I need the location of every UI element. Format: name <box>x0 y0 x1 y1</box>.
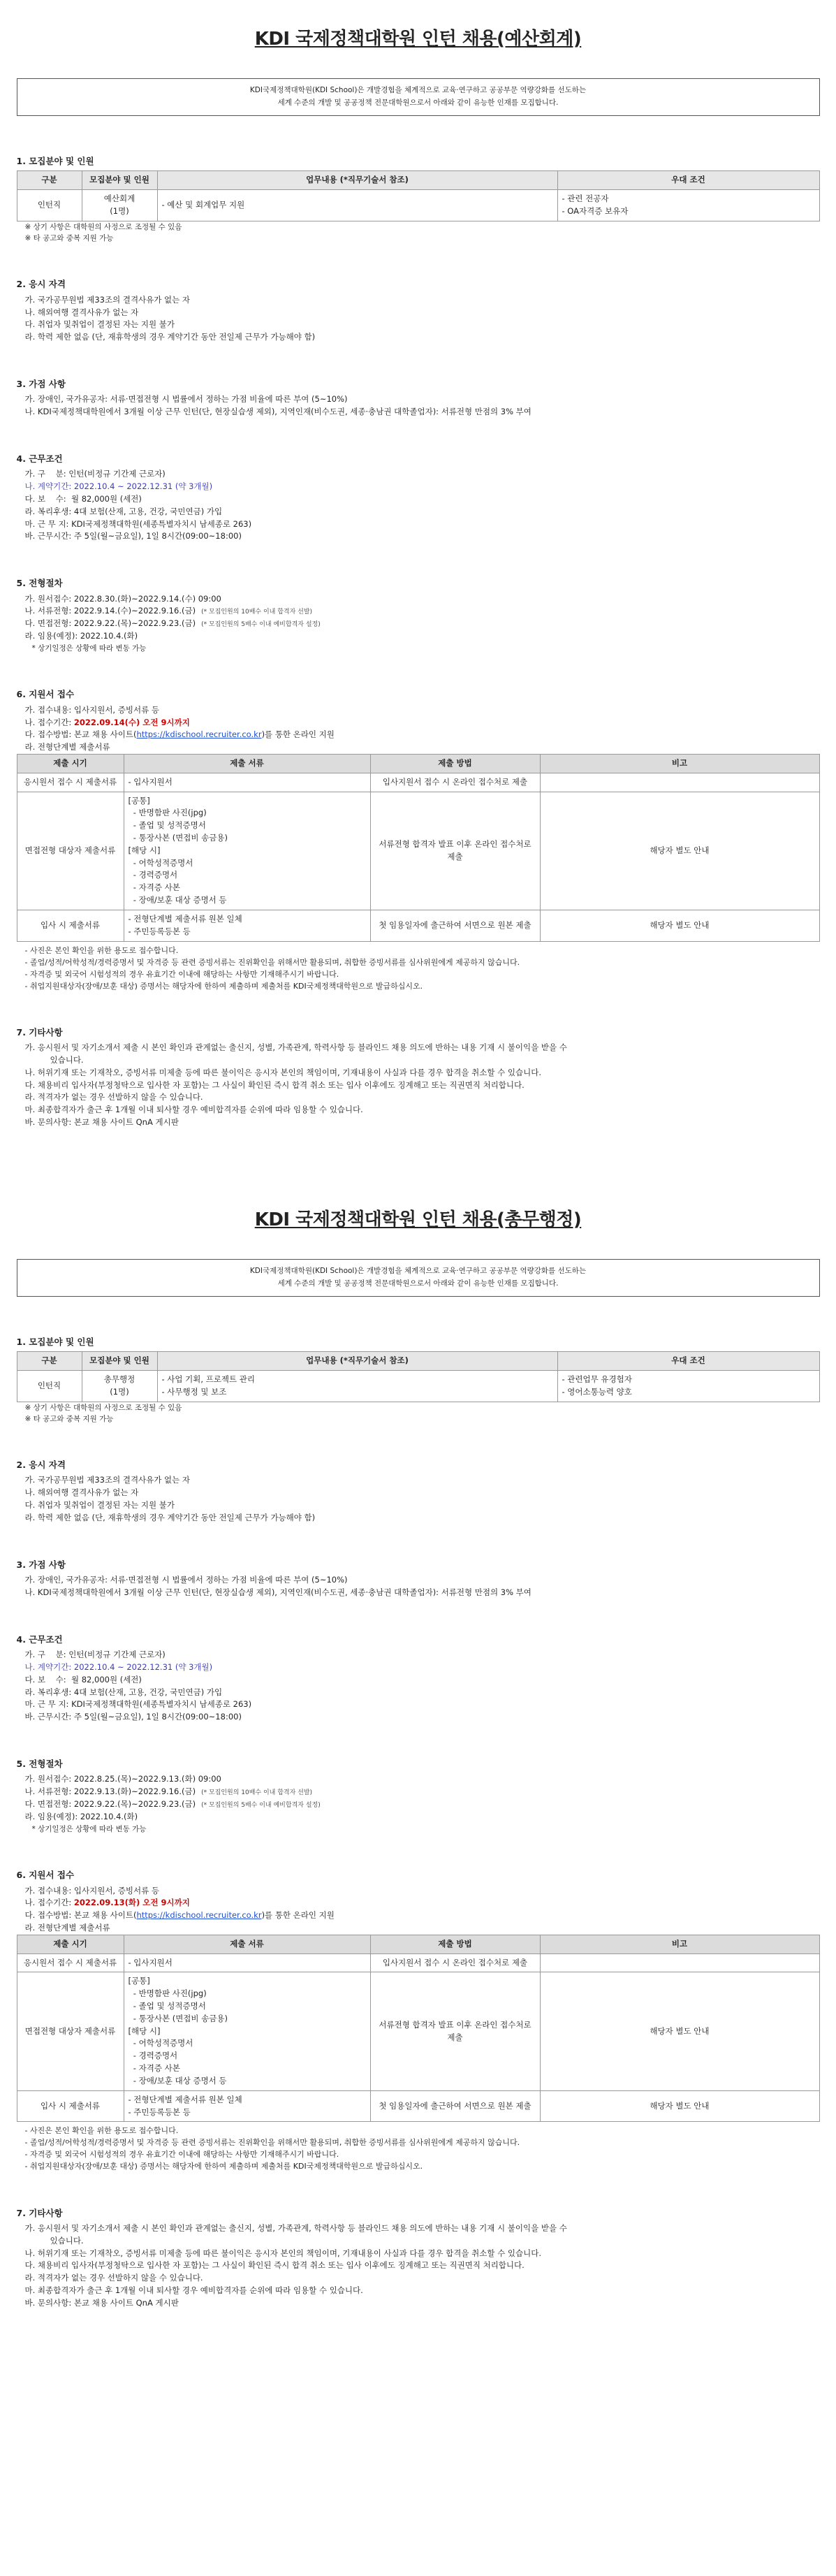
cell-method: 첫 임용일자에 출근하여 서면으로 원본 제출 <box>370 2090 540 2122</box>
doc-item: - 자격증 사본 <box>128 2063 180 2074</box>
list-item: - 영어소통능력 양호 <box>562 1386 632 1397</box>
section-heading: 4. 근무조건 <box>16 1633 63 1645</box>
doc-item: - 주민등록등본 등 <box>128 2106 191 2117</box>
misc-item: 라. 적격자가 없는 경우 선발하지 않을 수 있습니다. <box>24 2273 203 2283</box>
section-heading: 2. 응시 자격 <box>16 1460 66 1471</box>
application-method <box>25 1909 820 1922</box>
table-header: 우대 조건 <box>557 171 819 190</box>
list-item: 가. 국가공무원법 제33조의 결격사유가 없는 자 <box>24 294 191 305</box>
misc-item: 다. 채용비리 입사자(부정청탁으로 입사한 자 포함)는 그 사실이 확인된 즉시 합격 취소 또는 입사 이후에도 징계해고 또는 직권면직 처리합니다. <box>24 2260 525 2271</box>
process-remark: (* 모집인원의 5배수 이내 예비합격자 설정) <box>201 1802 321 1810</box>
process-date: 라. 임용(예정): 2022.10.4.(화) <box>24 1812 138 1822</box>
table-header: 모집분야 및 인원 <box>82 171 157 190</box>
process-list <box>17 1773 820 1824</box>
job-posting <box>17 25 820 1129</box>
doc-item: - 졸업 및 성적증명서 <box>128 2001 206 2011</box>
method-pre: 다. 접수방법: 본교 채용 사이트( <box>24 729 137 740</box>
misc-item: 가. 응시원서 및 자기소개서 제출 시 본인 확인과 관계없는 출신지, 성별, 가족관계, 학력사항 등 블라인드 채용 의도에 반하는 내용 기재 시 불이익을 받을 수 <box>24 1042 567 1053</box>
recruit-site-link[interactable]: https://kdischool.recruiter.co.kr <box>136 729 262 740</box>
doc-item: - 경력증명서 <box>128 2051 178 2061</box>
section-work-conditions <box>17 1633 820 1724</box>
cell-method: 서류전형 합격자 발표 이후 온라인 접수처로 제출 <box>370 792 540 910</box>
misc-item: 있습니다. <box>50 1054 84 1065</box>
cell-type: 인턴직 <box>17 1370 82 1402</box>
method-pre: 다. 접수방법: 본교 채용 사이트( <box>24 1910 137 1921</box>
cell-when: 면접전형 대상자 제출서류 <box>17 1972 124 2090</box>
doc-item: - 경력증명서 <box>128 870 178 880</box>
period-label: 나. 접수기간: <box>24 717 74 727</box>
process-date: 나. 서류전형: 2022.9.14.(수)~2022.9.16.(금) <box>24 606 196 616</box>
process-note: * 상기일정은 상황에 따라 변동 가능 <box>31 644 147 653</box>
table-header: 구분 <box>17 1352 82 1371</box>
process-date: 가. 원서접수: 2022.8.25.(목)~2022.9.13.(화) 09:00 <box>24 1774 221 1784</box>
section-heading: 5. 전형절차 <box>16 578 63 589</box>
process-date: 라. 임용(예정): 2022.10.4.(화) <box>24 631 138 641</box>
table-row <box>17 2090 819 2122</box>
cell-prefs <box>557 190 819 221</box>
section-heading: 5. 전형절차 <box>16 1758 63 1769</box>
list-item: 다. 취업자 및취업이 결정된 자는 지원 불가 <box>24 1500 175 1511</box>
list-item: 다. 취업자 및취업이 결정된 자는 지원 불가 <box>24 319 175 330</box>
bonus-list <box>17 1574 820 1599</box>
cell-remark <box>540 1953 819 1972</box>
cell-remark: 해당자 별도 안내 <box>540 1972 819 2090</box>
section-application <box>17 1868 820 2172</box>
doc-item: - 전형단계별 제출서류 원본 일체 <box>128 913 242 924</box>
misc-item: 마. 최종합격자가 출근 후 1개월 이내 퇴사할 경우 예비합격자를 순위에 따라 임용할 수 있습니다. <box>24 2285 363 2295</box>
list-item: 나. 해외여행 결격사유가 없는 자 <box>24 307 139 317</box>
intro-box <box>17 1259 820 1297</box>
table-header: 모집분야 및 인원 <box>82 1352 157 1371</box>
cell-docs <box>124 1953 370 1972</box>
list-item: - 관련 전공자 <box>562 194 609 204</box>
recruit-site-link[interactable]: https://kdischool.recruiter.co.kr <box>136 1910 262 1921</box>
list-item: 나. 해외여행 결격사유가 없는 자 <box>24 1487 139 1498</box>
doc-item: - 장애/보훈 대상 증명서 등 <box>128 2075 227 2086</box>
deadline: 2022.09.14(수) 오전 9시까지 <box>73 717 190 727</box>
period-label: 나. 접수기간: <box>24 1898 74 1908</box>
cell-method: 입사지원서 접수 시 온라인 접수처로 제출 <box>370 773 540 792</box>
field-count: (1명) <box>110 1386 129 1397</box>
list-item: 라. 학력 제한 없음 (단, 재휴학생의 경우 계약기간 동안 전일제 근무가 가능해야 함) <box>24 332 316 342</box>
list-item: - 졸업/성적/어학성적/경력증명서 및 자격증 등 관련 증빙서류는 진위확인을 위해서만 활용되며, 취합한 증빙서류를 심사위원에게 제공하지 않습니다. <box>24 957 520 967</box>
list-item: - 자격증 및 외국어 시험성적의 경우 유효기간 이내에 해당하는 사항만 기재해주시기 바랍니다. <box>24 969 339 979</box>
cell-type: 인턴직 <box>17 190 82 221</box>
condition-item: 나. 계약기간: 2022.10.4 ~ 2022.12.31 (약 3개월) <box>24 481 213 492</box>
documents-table <box>17 754 820 942</box>
doc-item: [공통] <box>128 795 150 806</box>
cell-when: 응시원서 접수 시 제출서류 <box>17 773 124 792</box>
table-row <box>17 1370 819 1402</box>
documents-label: 라. 전형단계별 제출서류 <box>24 1922 110 1933</box>
field-name: 총무행정 <box>103 1374 135 1384</box>
doc-item: - 자격증 사본 <box>128 882 180 893</box>
list-item: - 사무행정 및 보조 <box>161 1386 227 1397</box>
misc-item: 바. 문의사항: 본교 채용 사이트 QnA 게시판 <box>24 2297 179 2308</box>
condition-item: 바. 근무시간: 주 5일(월~금요일), 1일 8시간(09:00~18:00) <box>24 531 242 541</box>
process-date: 나. 서류전형: 2022.9.13.(화)~2022.9.16.(금) <box>24 1787 196 1797</box>
table-header: 업무내용 (*직무기술서 참조) <box>157 171 557 190</box>
table-header: 제출 방법 <box>370 1935 540 1953</box>
list-item: - OA자격증 보유자 <box>562 205 629 216</box>
section-bonus-points <box>17 1558 820 1599</box>
conditions-list <box>17 1649 820 1724</box>
cell-remark: 해당자 별도 안내 <box>540 792 819 910</box>
cell-remark <box>540 773 819 792</box>
doc-item: - 어학성적증명서 <box>128 857 193 868</box>
condition-item: 라. 복리후생: 4대 보험(산재, 고용, 건강, 국민연금) 가입 <box>24 1687 223 1697</box>
list-item: ※ 타 공고와 중복 지원 가능 <box>24 234 114 243</box>
process-date: 가. 원서접수: 2022.8.30.(화)~2022.9.14.(수) 09:00 <box>24 593 221 604</box>
process-item <box>25 1811 820 1824</box>
misc-item: 라. 적격자가 없는 경우 선발하지 않을 수 있습니다. <box>24 1092 203 1103</box>
process-item <box>25 593 820 606</box>
doc-item: - 통장사본 (면접비 송금용) <box>128 833 228 843</box>
section-heading: 6. 지원서 접수 <box>16 1870 75 1881</box>
deadline: 2022.09.13(화) 오전 9시까지 <box>73 1898 190 1908</box>
section-eligibility <box>17 1458 820 1525</box>
cell-method: 서류전형 합격자 발표 이후 온라인 접수처로 제출 <box>370 1972 540 2090</box>
table-header: 비고 <box>540 1935 819 1953</box>
doc-item: [해당 시] <box>128 2025 161 2036</box>
section-process <box>17 1757 820 1835</box>
section-heading: 2. 응시 자격 <box>16 279 66 290</box>
section-eligibility <box>17 277 820 344</box>
intro-line: KDI국제정책대학원(KDI School)은 개발경험을 체계적으로 교육·연구하고 공공부문 역량강화를 선도하는 <box>249 86 587 95</box>
list-item: - 사진은 본인 확인을 위한 용도로 접수합니다. <box>24 945 179 955</box>
cell-when: 입사 시 제출서류 <box>17 910 124 941</box>
condition-item: 다. 보 수: 월 82,000원 (세전) <box>24 1674 142 1684</box>
doc-item: [공통] <box>128 1976 150 1986</box>
list-item: - 관련업무 유경험자 <box>562 1374 632 1384</box>
posting-title: KDI 국제정책대학원 인턴 채용(총무행정) <box>254 1209 582 1230</box>
list-item: 가. 장애인, 국가유공자: 서류·면접전형 시 법률에서 정하는 가점 비율에 따른 부여 (5~10%) <box>24 1575 348 1585</box>
application-period <box>25 1897 820 1909</box>
cell-field <box>82 1370 157 1402</box>
process-list <box>17 593 820 643</box>
table-header: 비고 <box>540 754 819 773</box>
document-root <box>17 0 820 2310</box>
posting-title: KDI 국제정책대학원 인턴 채용(예산회계) <box>254 29 582 50</box>
cell-docs <box>124 910 370 941</box>
section-heading: 4. 근무조건 <box>16 453 63 464</box>
process-remark: (* 모집인원의 10배수 이내 합격자 선발) <box>201 1789 313 1797</box>
process-date: 다. 면접전형: 2022.9.22.(목)~2022.9.23.(금) <box>24 1799 196 1810</box>
application-period <box>25 717 820 729</box>
table-header: 제출 서류 <box>124 1935 370 1953</box>
recruit-table <box>17 170 820 221</box>
documents-notes <box>25 945 820 992</box>
misc-item: 나. 허위기재 또는 기재착오, 증빙서류 미제출 등에 따른 불이익은 응시자 본인의 책임이며, 기재내용이 사실과 다를 경우 합격을 취소할 수 있습니다. <box>24 2248 542 2258</box>
process-remark: (* 모집인원의 5배수 이내 예비합격자 설정) <box>201 621 321 629</box>
list-item: - 사진은 본인 확인을 위한 용도로 접수합니다. <box>24 2126 179 2136</box>
doc-item: - 입사지원서 <box>128 1957 173 1967</box>
condition-item: 라. 복리후생: 4대 보험(산재, 고용, 건강, 국민연금) 가입 <box>24 506 223 516</box>
job-posting <box>17 1206 820 2310</box>
list-item: - 취업지원대상자(장애/보훈 대상) 증명서는 해당자에 한하여 제출하며 제출처를 KDI국제정책대학원으로 발급하십시오. <box>24 2162 423 2171</box>
cell-prefs <box>557 1370 819 1402</box>
conditions-list <box>17 468 820 543</box>
section-recruit <box>17 154 820 244</box>
method-post: )를 통한 온라인 지원 <box>261 729 335 740</box>
process-date: 다. 면접전형: 2022.9.22.(목)~2022.9.23.(금) <box>24 618 196 629</box>
list-item: ※ 상기 사항은 대학원의 사정으로 조정될 수 있음 <box>24 1403 182 1412</box>
cell-method: 입사지원서 접수 시 온라인 접수처로 제출 <box>370 1953 540 1972</box>
doc-item: - 반명함판 사진(jpg) <box>128 1988 207 1999</box>
application-method <box>25 729 820 741</box>
table-row <box>17 190 819 221</box>
section-application <box>17 687 820 991</box>
table-header: 제출 방법 <box>370 754 540 773</box>
field-count: (1명) <box>110 205 129 216</box>
doc-item: - 통장사본 (면접비 송금용) <box>128 2013 228 2023</box>
doc-item: - 주민등록등본 등 <box>128 926 191 936</box>
section-heading: 7. 기타사항 <box>16 2207 63 2218</box>
intro-box <box>17 78 820 116</box>
table-header: 제출 시기 <box>17 1935 124 1953</box>
misc-item: 가. 응시원서 및 자기소개서 제출 시 본인 확인과 관계없는 출신지, 성별, 가족관계, 학력사항 등 블라인드 채용 의도에 반하는 내용 기재 시 불이익을 받을 수 <box>24 2222 567 2233</box>
table-header: 제출 서류 <box>124 754 370 773</box>
cell-field <box>82 190 157 221</box>
table-row <box>17 1953 819 1972</box>
process-note: * 상기일정은 상황에 따라 변동 가능 <box>31 1824 147 1833</box>
condition-item: 나. 계약기간: 2022.10.4 ~ 2022.12.31 (약 3개월) <box>24 1661 213 1672</box>
process-remark: (* 모집인원의 10배수 이내 합격자 선발) <box>201 609 313 616</box>
documents-notes <box>25 2125 820 2172</box>
list-item: - 졸업/성적/어학성적/경력증명서 및 자격증 등 관련 증빙서류는 진위확인을 위해서만 활용되며, 취합한 증빙서류를 심사위원에게 제공하지 않습니다. <box>24 2138 520 2148</box>
list-item: 가. 장애인, 국가유공자: 서류·면접전형 시 법률에서 정하는 가점 비율에 따른 부여 (5~10%) <box>24 394 348 405</box>
process-item <box>25 618 820 630</box>
misc-list <box>17 2222 820 2310</box>
misc-item: 마. 최종합격자가 출근 후 1개월 이내 퇴사할 경우 예비합격자를 순위에 따라 임용할 수 있습니다. <box>24 1105 363 1115</box>
intro-line: 세계 수준의 개발 및 공공정책 전문대학원으로서 아래와 같이 유능한 인재를 모집합니다. <box>277 1279 559 1288</box>
section-heading: 1. 모집분야 및 인원 <box>16 155 94 166</box>
cell-when: 면접전형 대상자 제출서류 <box>17 792 124 910</box>
table-row <box>17 792 819 910</box>
recruit-table <box>17 1351 820 1402</box>
application-contents: 가. 접수내용: 입사지원서, 증빙서류 등 <box>24 704 159 715</box>
list-item: 나. KDI국제정책대학원에서 3개월 이상 근무 인턴(단, 현장실습생 제외), 지역인재(비수도권, 세종·충남권 대학졸업자): 서류전형 만점의 3% 부여 <box>24 1587 531 1597</box>
list-item: 라. 학력 제한 없음 (단, 재휴학생의 경우 계약기간 동안 전일제 근무가 가능해야 함) <box>24 1512 316 1522</box>
list-item: 나. KDI국제정책대학원에서 3개월 이상 근무 인턴(단, 현장실습생 제외), 지역인재(비수도권, 세종·충남권 대학졸업자): 서류전형 만점의 3% 부여 <box>24 407 531 417</box>
cell-duties <box>157 190 557 221</box>
list-item: 가. 국가공무원법 제33조의 결격사유가 없는 자 <box>24 1475 191 1485</box>
process-item <box>25 605 820 618</box>
doc-item: [해당 시] <box>128 845 161 855</box>
table-row <box>17 773 819 792</box>
list-item: ※ 타 공고와 중복 지원 가능 <box>24 1414 114 1423</box>
process-item <box>25 630 820 643</box>
application-contents: 가. 접수내용: 입사지원서, 증빙서류 등 <box>24 1885 159 1895</box>
process-item <box>25 1798 820 1811</box>
table-header: 제출 시기 <box>17 754 124 773</box>
table-row <box>17 910 819 941</box>
cell-when: 입사 시 제출서류 <box>17 2090 124 2122</box>
cell-remark: 해당자 별도 안내 <box>540 910 819 941</box>
cell-method: 첫 임용일자에 출근하여 서면으로 원본 제출 <box>370 910 540 941</box>
list-item: ※ 상기 사항은 대학원의 사정으로 조정될 수 있음 <box>24 222 182 231</box>
doc-item: - 입사지원서 <box>128 776 173 787</box>
recruit-notes <box>17 1402 820 1425</box>
section-misc <box>17 2206 820 2310</box>
section-process <box>17 576 820 654</box>
doc-item: - 어학성적증명서 <box>128 2038 193 2049</box>
cell-remark: 해당자 별도 안내 <box>540 2090 819 2122</box>
cell-docs <box>124 792 370 910</box>
condition-item: 마. 근 무 지: KDI국제정책대학원(세종특별자치시 남세종로 263) <box>24 1699 252 1710</box>
table-header: 우대 조건 <box>557 1352 819 1371</box>
list-item: - 사업 기획, 프로젝트 관리 <box>161 1374 256 1384</box>
section-bonus-points <box>17 377 820 419</box>
section-heading: 1. 모집분야 및 인원 <box>16 1336 94 1347</box>
condition-item: 가. 구 분: 인턴(비정규 기간제 근로자) <box>24 1650 166 1660</box>
section-heading: 7. 기타사항 <box>16 1026 63 1038</box>
list-item: - 취업지원대상자(장애/보훈 대상) 증명서는 해당자에 한하여 제출하며 제출처를 KDI국제정책대학원으로 발급하십시오. <box>24 981 423 991</box>
intro-line: 세계 수준의 개발 및 공공정책 전문대학원으로서 아래와 같이 유능한 인재를 모집합니다. <box>277 99 559 108</box>
table-header: 업무내용 (*직무기술서 참조) <box>157 1352 557 1371</box>
recruit-notes <box>17 221 820 245</box>
table-row <box>17 1972 819 2090</box>
misc-item: 있습니다. <box>50 2235 84 2246</box>
misc-list <box>17 1042 820 1129</box>
condition-item: 마. 근 무 지: KDI국제정책대학원(세종특별자치시 남세종로 263) <box>24 518 252 529</box>
doc-item: - 졸업 및 성적증명서 <box>128 820 206 831</box>
section-misc <box>17 1026 820 1129</box>
documents-label: 라. 전형단계별 제출서류 <box>24 742 110 752</box>
list-item: - 자격증 및 외국어 시험성적의 경우 유효기간 이내에 해당하는 사항만 기재해주시기 바랍니다. <box>24 2150 339 2160</box>
eligibility-list <box>17 294 820 344</box>
section-heading: 3. 가점 사항 <box>16 1559 66 1570</box>
cell-docs <box>124 2090 370 2122</box>
cell-docs <box>124 1972 370 2090</box>
bonus-list <box>17 393 820 419</box>
doc-item: - 장애/보훈 대상 증명서 등 <box>128 895 227 905</box>
documents-table <box>17 1935 820 2123</box>
table-header: 구분 <box>17 171 82 190</box>
intro-line: KDI국제정책대학원(KDI School)은 개발경험을 체계적으로 교육·연구하고 공공부문 역량강화를 선도하는 <box>249 1267 587 1276</box>
cell-docs <box>124 773 370 792</box>
section-heading: 6. 지원서 접수 <box>16 689 75 700</box>
process-item <box>25 1786 820 1798</box>
cell-when: 응시원서 접수 시 제출서류 <box>17 1953 124 1972</box>
section-work-conditions <box>17 452 820 543</box>
misc-item: 다. 채용비리 입사자(부정청탁으로 입사한 자 포함)는 그 사실이 확인된 즉시 합격 취소 또는 입사 이후에도 징계해고 또는 직권면직 처리합니다. <box>24 1079 525 1090</box>
section-heading: 3. 가점 사항 <box>16 378 66 389</box>
field-name: 예산회계 <box>103 194 135 204</box>
misc-item: 나. 허위기재 또는 기재착오, 증빙서류 미제출 등에 따른 불이익은 응시자 본인의 책임이며, 기재내용이 사실과 다를 경우 합격을 취소할 수 있습니다. <box>24 1067 542 1077</box>
misc-item: 바. 문의사항: 본교 채용 사이트 QnA 게시판 <box>24 1116 179 1127</box>
cell-duties <box>157 1370 557 1402</box>
doc-item: - 전형단계별 제출서류 원본 일체 <box>128 2094 242 2104</box>
doc-item: - 반명함판 사진(jpg) <box>128 808 207 818</box>
condition-item: 다. 보 수: 월 82,000원 (세전) <box>24 493 142 504</box>
condition-item: 바. 근무시간: 주 5일(월~금요일), 1일 8시간(09:00~18:00) <box>24 1712 242 1722</box>
list-item: - 예산 및 회계업무 지원 <box>161 200 245 210</box>
eligibility-list <box>17 1474 820 1524</box>
section-recruit <box>17 1335 820 1425</box>
condition-item: 가. 구 분: 인턴(비정규 기간제 근로자) <box>24 469 166 479</box>
process-item <box>25 1773 820 1786</box>
method-post: )를 통한 온라인 지원 <box>261 1910 335 1921</box>
